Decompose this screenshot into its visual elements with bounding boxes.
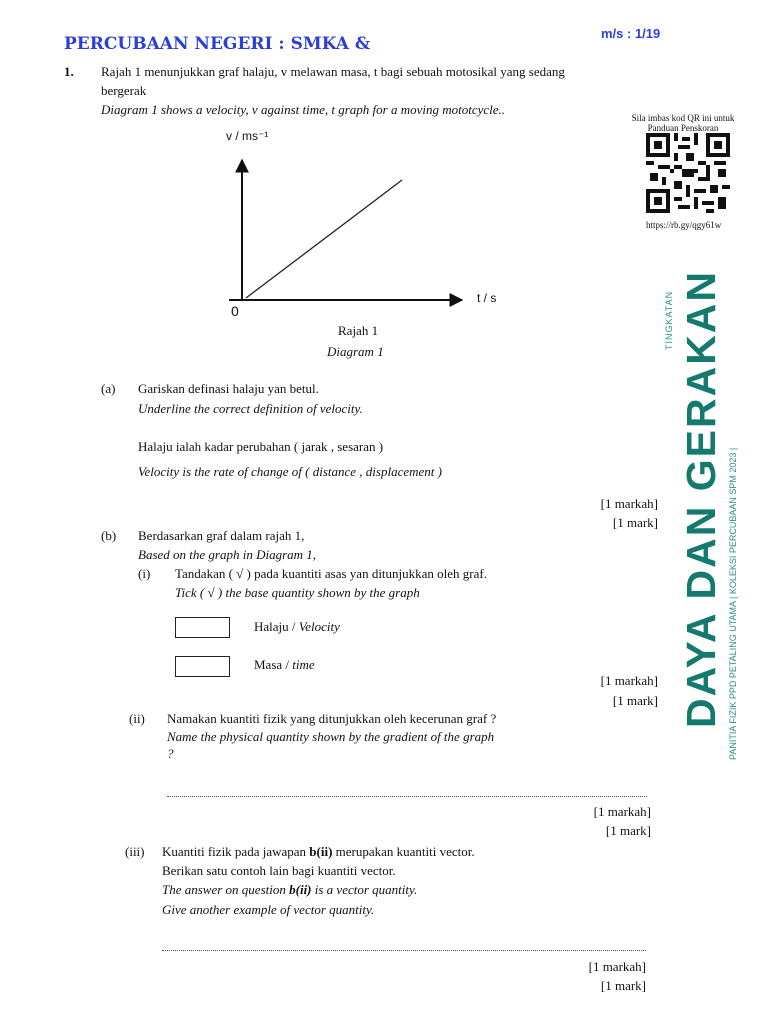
part-b-ii-instruction-en-2: ? xyxy=(167,746,174,761)
qr-code xyxy=(646,133,730,213)
part-b-instruction-en: Based on the graph in Diagram 1, xyxy=(138,547,317,562)
part-b-iii-line3 xyxy=(162,882,417,898)
qr-caption-line2: Panduan Penskoran xyxy=(647,123,719,133)
qr-caption-line1: Sila imbas kod QR ini untuk xyxy=(631,113,735,123)
option-velocity-ms: Halaju / xyxy=(254,619,299,634)
page-reference: m/s : 1/19 xyxy=(601,26,661,41)
velocity-line xyxy=(246,180,402,298)
question-intro-ms-1: Rajah 1 menunjukkan graf halaju, v melawan masa, t bagi sebuah motosikal yang sedang xyxy=(101,64,565,79)
part-b-i-instruction-ms: Tandakan ( √ ) pada kuantiti asas yan ditunjukkan oleh graf. xyxy=(175,566,487,581)
diagram-caption-en: Diagram 1 xyxy=(327,344,384,359)
option-time-ms: Masa / xyxy=(254,657,293,672)
part-b-iii-line3-b: b(ii) xyxy=(289,882,312,897)
part-b-iii-label: (iii) xyxy=(125,844,145,859)
origin-label: 0 xyxy=(231,303,239,319)
side-small-bottom: PANITIA FIZIK PPD PETALING UTAMA | KOLEKSI PERCUBAAN SPM 2023 | xyxy=(728,447,738,760)
part-a-label: (a) xyxy=(101,381,116,396)
option-time-en: time xyxy=(292,657,315,672)
qr-url: https://rb.gy/qgy61w xyxy=(646,220,722,230)
question-intro-ms-2: bergerak xyxy=(101,83,147,98)
part-b-iii-line1-b: b(ii) xyxy=(309,844,333,859)
side-small-top: TINGKATAN xyxy=(664,290,674,350)
page-header-title: PERCUBAAN NEGERI : SMKA & xyxy=(64,34,371,54)
part-a-instruction-en: Underline the correct definition of velocity. xyxy=(138,401,363,416)
time-tick-box[interactable] xyxy=(175,656,230,677)
part-b-iii-line1 xyxy=(162,844,475,860)
part-b-iii-line1-a: Kuantiti fizik pada jawapan xyxy=(162,844,310,859)
question-intro-en: Diagram 1 shows a velocity, v against time, t graph for a moving mototcycle.. xyxy=(101,102,506,117)
side-big-title: DAYA DAN GERAKAN xyxy=(678,269,724,728)
part-b-iii-mark-en: [1 mark] xyxy=(600,978,646,993)
part-b-ii-instruction-ms: Namakan kuantiti fizik yang ditunjukkan oleh kecerunan graf ? xyxy=(167,711,497,726)
part-a-statement-ms: Halaju ialah kadar perubahan ( jarak , sesaran ) xyxy=(138,439,384,454)
velocity-tick-box[interactable] xyxy=(175,617,230,638)
part-b-iii-line4: Give another example of vector quantity. xyxy=(162,902,375,917)
part-b-ii-instruction-en-1: Name the physical quantity shown by the gradient of the graph xyxy=(167,729,495,744)
part-b-iii-answer-line[interactable] xyxy=(162,950,646,951)
option-velocity xyxy=(254,619,340,635)
part-b-i-label: (i) xyxy=(138,566,151,581)
part-b-iii-line3-c: is a vector quantity. xyxy=(311,882,418,897)
part-b-i-instruction-en: Tick ( √ ) the base quantity shown by the graph xyxy=(175,585,420,600)
part-b-ii-label: (ii) xyxy=(129,711,145,726)
x-axis-label: t / s xyxy=(477,291,497,305)
part-b-iii-line3-a: The answer on question xyxy=(162,882,290,897)
y-axis-label: v / ms⁻¹ xyxy=(226,129,269,143)
part-b-iii-line2: Berikan satu contoh lain bagi kuantiti vector. xyxy=(162,863,396,878)
part-b-label: (b) xyxy=(101,528,117,543)
qr-caption xyxy=(624,113,742,133)
part-b-ii-answer-line[interactable] xyxy=(167,796,647,797)
part-b-instruction-ms: Berdasarkan graf dalam rajah 1, xyxy=(138,528,305,543)
part-a-instruction-ms: Gariskan definasi halaju yan betul. xyxy=(138,381,319,396)
part-a-statement-en: Velocity is the rate of change of ( distance , displacement ) xyxy=(138,464,442,479)
part-b-ii-mark-en: [1 mark] xyxy=(605,823,651,838)
part-a-mark-ms: [1 markah] xyxy=(600,496,658,511)
part-b-i-mark-en: [1 mark] xyxy=(612,693,658,708)
part-b-i-mark-ms: [1 markah] xyxy=(600,673,658,688)
part-b-iii-line1-c: merupakan kuantiti vector. xyxy=(332,844,475,859)
part-b-iii-mark-ms: [1 markah] xyxy=(588,959,646,974)
option-velocity-en: Velocity xyxy=(298,619,340,634)
velocity-time-graph xyxy=(224,120,514,320)
diagram-caption-ms: Rajah 1 xyxy=(338,323,379,338)
option-time xyxy=(254,657,315,673)
part-b-ii-mark-ms: [1 markah] xyxy=(593,804,651,819)
question-number: 1. xyxy=(64,64,74,79)
part-a-mark-en: [1 mark] xyxy=(612,515,658,530)
